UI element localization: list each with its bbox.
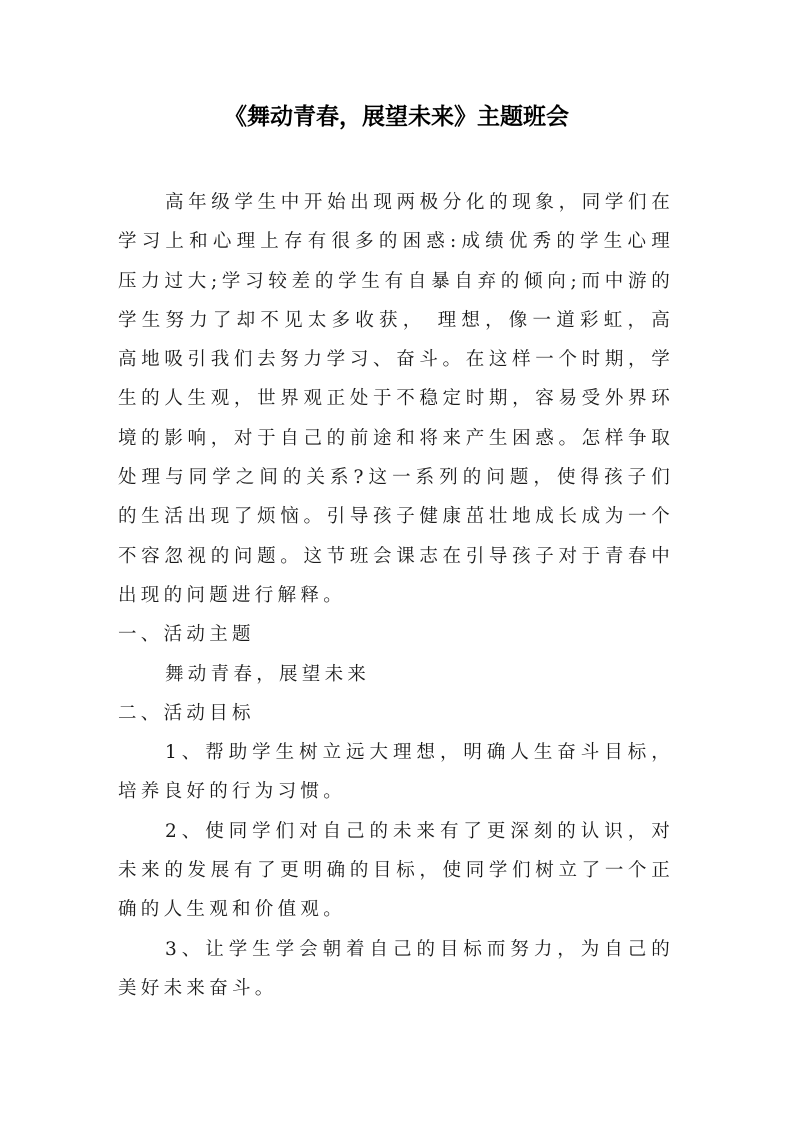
goal-item-1: 1、帮助学生树立远大理想，明确人生奋斗目标，培养良好的行为习惯。 — [118, 742, 674, 803]
section-heading-theme: 一、活动主题 — [118, 624, 255, 646]
document-title: 《舞动青春，展望未来》主题班会 — [224, 104, 569, 130]
section-heading-goals: 二、活动目标 — [118, 702, 255, 724]
document-body — [118, 183, 674, 1008]
goal-item-3: 3、让学生学会朝着自己的目标而努力，为自己的美好未来奋斗。 — [118, 938, 674, 999]
theme-content: 舞动青春，展望未来 — [165, 663, 371, 685]
intro-paragraph: 高年级学生中开始出现两极分化的现象，同学们在学习上和心理上存有很多的困惑:成绩优秀的学生心理压力过大;学习较差的学生有自暴自弃的倾向;而中游的学生努力了却不见太多收获， 理想，像一道彩虹，高高地吸引我们去努力学习、奋斗。在这样一个时期，学生的人生观，世界观正处于不稳定时期，容易受外界环境的影响，对于自己的前途和将来产生困惑。怎样争取处理与同学之间的关系?这一系列的问题，使得孩子们的生活出现了烦恼。引导孩子健康茁壮地成长成为一个不容忽视的问题。这节班会课志在引导孩子对于青春中出现的问题进行解释。 — [118, 192, 674, 606]
goal-item-2: 2、使同学们对自己的未来有了更深刻的认识，对未来的发展有了更明确的目标，使同学们树立了一个正确的人生观和价值观。 — [118, 820, 674, 921]
